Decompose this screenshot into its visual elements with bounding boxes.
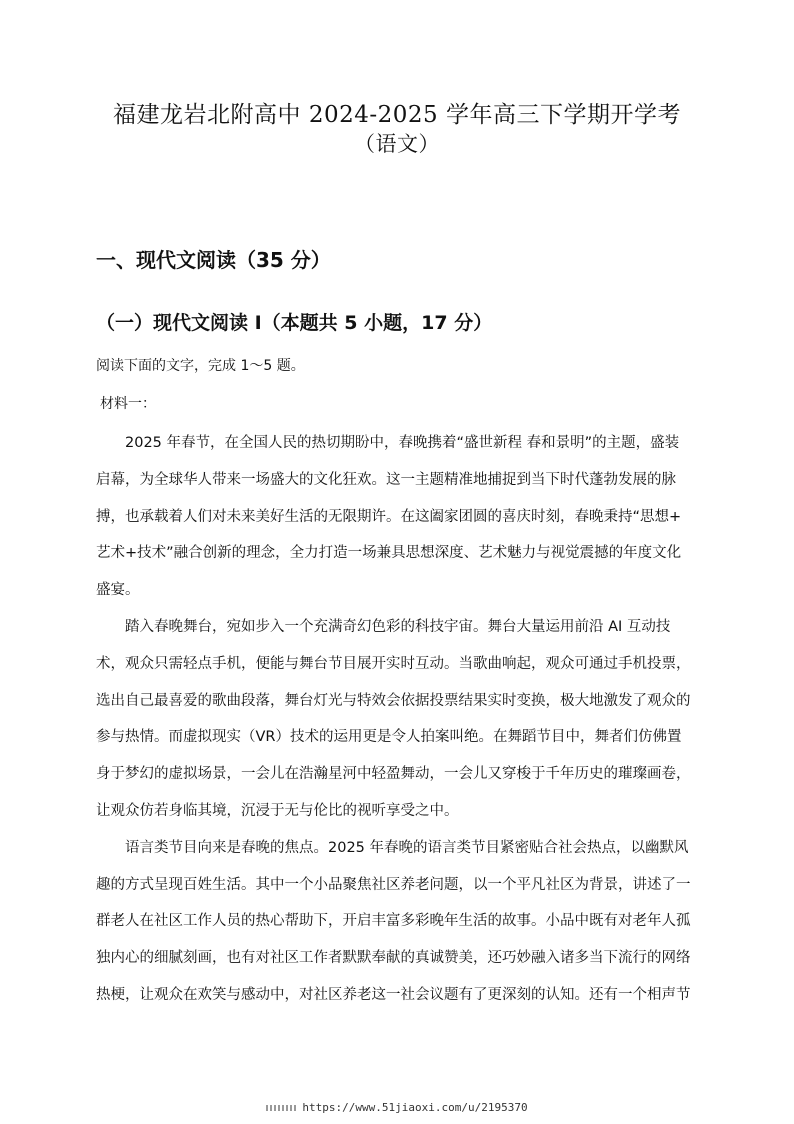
passage-line: 热梗，让观众在欢笑与感动中，对社区养老这一社会议题有了更深刻的认知。还有一个相声节: [96, 987, 691, 1003]
passage-line: 语言类节目向来是春晚的焦点。2025 年春晚的语言类节目紧密贴合社会热点，以幽默风: [125, 840, 689, 856]
passage-line: 独内心的细腻刻画，也有对社区工作者默默奉献的真诚赞美，还巧妙融入诸多当下流行的网络: [96, 950, 691, 966]
passage-line: 术，观众只需轻点手机，便能与舞台节目展开实时互动。当歌曲响起，观众可通过手机投票，: [96, 656, 691, 672]
passage-line: 搏，也承载着人们对未来美好生活的无限期许。在这阖家团圆的喜庆时刻，春晚秉持“思想+: [96, 509, 682, 525]
footer-url: https://www.51jiaoxi.com/u/2195370: [302, 1101, 528, 1114]
material-label: 材料一：: [100, 396, 156, 412]
passage-line: 选出自己最喜爱的歌曲段落，舞台灯光与特效会依据投票结果实时变换，极大地激发了观众的: [96, 693, 691, 709]
passage-line: 让观众仿若身临其境，沉浸于无与伦比的视听享受之中。: [96, 803, 459, 819]
passage-line: 盛宴。: [96, 582, 140, 598]
footer-watermark: [0, 1101, 794, 1114]
passage-line: 2025 年春节，在全国人民的热切期盼中，春晚携着“盛世新程 春和景明”的主题，盛装: [125, 435, 680, 451]
section-heading: 一、现代文阅读（35 分）: [96, 248, 331, 272]
reading-instruction: 阅读下面的文字，完成 1～5 题。: [96, 358, 305, 374]
passage-line: 群老人在社区工作人员的热心帮助下，开启丰富多彩晚年生活的故事。小品中既有对老年人孤: [96, 913, 691, 929]
passage-line: 踏入春晚舞台，宛如步入一个充满奇幻色彩的科技宇宙。舞台大量运用前沿 AI 互动技: [125, 619, 671, 635]
passage-line: 参与热情。而虚拟现实（VR）技术的运用更是令人拍案叫绝。在舞蹈节目中，舞者们仿佛置: [96, 729, 682, 745]
passage-line: 艺术+技术”融合创新的理念，全力打造一场兼具思想深度、艺术魅力与视觉震撼的年度文化: [96, 545, 682, 561]
passage-line: 趣的方式呈现百姓生活。其中一个小品聚焦社区养老问题，以一个平凡社区为背景，讲述了一: [96, 877, 691, 893]
watermark-logo: [266, 1105, 296, 1111]
subsection-heading: （一）现代文阅读 I（本题共 5 小题，17 分）: [96, 312, 493, 334]
passage-line: 启幕，为全球华人带来一场盛大的文化狂欢。这一主题精准地捕捉到当下时代蓬勃发展的脉: [96, 472, 676, 488]
document-subject: （语文）: [354, 132, 440, 156]
passage-line: 身于梦幻的虚拟场景，一会儿在浩瀚星河中轻盈舞动，一会儿又穿梭于千年历史的璀璨画卷，: [96, 766, 691, 782]
document-title: 福建龙岩北附高中 2024-2025 学年高三下学期开学考: [113, 102, 681, 128]
